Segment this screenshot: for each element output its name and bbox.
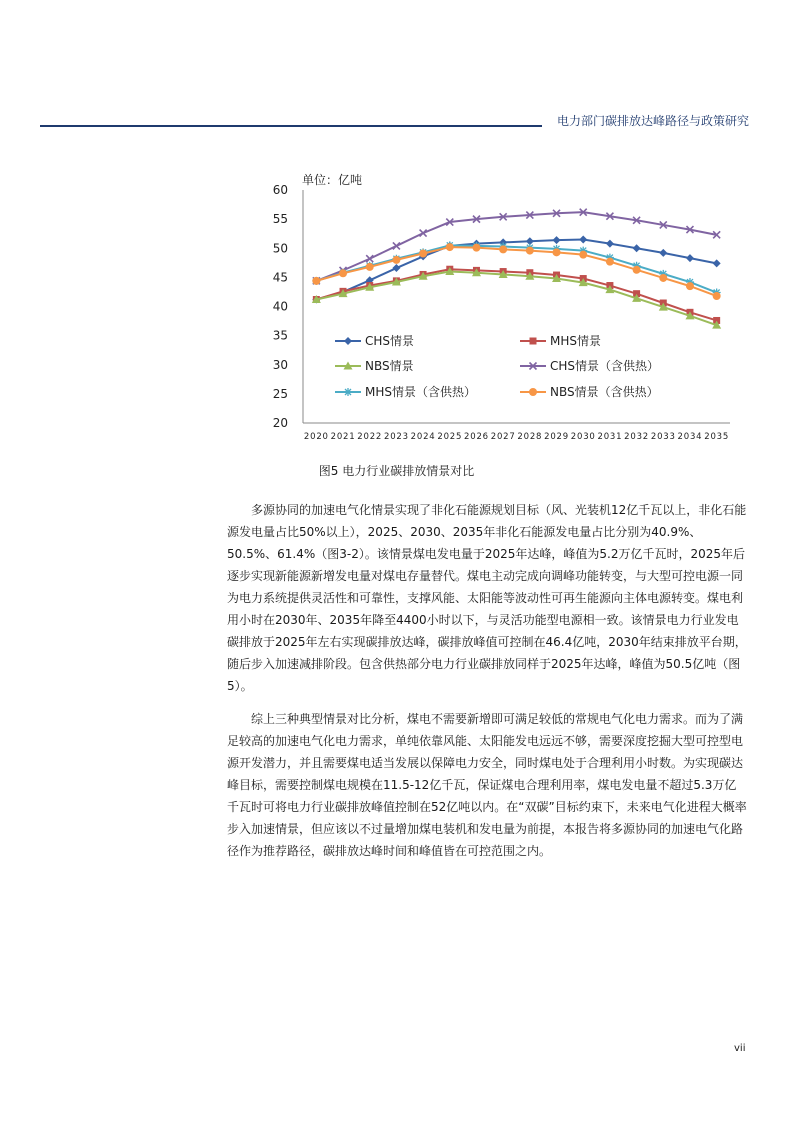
x-tick-label: 2020 [303,432,329,442]
data-point [472,244,480,252]
x-tick-label: 2022 [357,432,383,442]
series-line-1 [316,240,716,300]
x-tick-label: 2030 [570,432,596,442]
data-point [392,264,400,272]
legend-marker [529,388,537,396]
data-point [312,277,320,285]
data-point [713,292,721,300]
figure-caption: 图5 电力行业碳排放情景对比 [318,464,475,478]
x-tick-label: 2031 [597,432,623,442]
data-point [606,258,614,266]
y-tick-label: 20 [272,416,288,430]
data-point [579,236,587,244]
x-tick-label: 2032 [624,432,650,442]
paragraph-1: 多源协同的加速电气化情景实现了非化石能源规划目标（风、光装机12亿千瓦以上，非化石能源发电量占比50%以上），2025、2030、2035年非化石能源发电量占比分别为40.9%、50.5%、61.4%（图3-2）。该情景煤电发电量于2025年达峰，峰值为5.2万亿千瓦时，2025年后逐步实现新能源新增发电量对煤电存量替代。煤电主动完成向调峰功能转变，与大型可控电源一同为电力系统提供灵活性和可靠性，支撑风能、太阳能等波动性可再生能源向主体电源转变。煤电利用小时在2030年、2035年降至4400小时以下，与灵活功能型电源相一致。该情景电力行业发电碳排放于2025年左右实现碳排放达峰，碳排放峰值可控制在46.4亿吨，2030年结束排放平台期，随后步入加速减排阶段。包含供热部分电力行业碳排放同样于2025年达峰，峰值为50.5亿吨（图5）。 [227,503,747,693]
paragraph-2: 综上三种典型情景对比分析，煤电不需要新增即可满足较低的常规电气化电力需求。而为了满足较高的加速电气化电力需求，单纯依靠风能、太阳能发电远远不够，需要深度挖掘大型可控型电源开发潜力，并且需要煤电适当发展以保障电力安全，同时煤电处于合理利用小时数。为实现碳达峰目标，需要控制煤电规模在11.5-12亿千瓦，保证煤电合理利用率，煤电发电量不超过5.3万亿千瓦时可将电力行业碳排放峰值控制在52亿吨以内。在“双碳”目标约束下，未来电气化进程大概率步入加速情景，但应该以不过量增加煤电装机和发电量为前提，本报告将多源协同的加速电气化路径作为推荐路径，碳排放达峰时间和峰值皆在可控范围之内。 [227,712,747,858]
data-point [526,247,534,255]
x-tick-label: 2029 [544,432,569,442]
data-point [366,263,374,271]
data-point [392,256,400,264]
y-tick-label: 35 [272,328,288,343]
y-tick-label: 50 [272,241,288,256]
x-tick-label: 2035 [704,432,730,442]
x-tick-label: 2025 [437,432,463,442]
data-point [553,248,561,256]
x-tick-label: 2021 [330,432,356,442]
data-point [446,243,454,251]
page-number: vii [734,1043,746,1054]
data-point [686,282,694,290]
chart-svg [270,168,750,453]
y-tick-label: 30 [272,357,288,372]
data-point [553,236,561,244]
legend-label: NBS情景（含供热） [550,385,659,399]
data-point [339,269,347,277]
data-point [713,259,721,267]
legend-label: CHS情景 [365,334,415,348]
legend-label: MHS情景（含供热） [365,385,476,399]
x-tick-label: 2026 [464,432,489,442]
data-point [633,266,641,274]
y-tick-label: 25 [272,386,288,401]
emissions-scenario-chart [270,168,750,453]
chart-unit-label: 单位：亿吨 [302,173,363,187]
x-tick-label: 2023 [383,432,409,442]
data-point [606,240,614,248]
data-point [499,245,507,253]
x-tick-label: 2034 [677,432,703,442]
data-point [579,251,587,259]
running-header-title: 电力部门碳排放达峰路径与政策研究 [557,114,750,128]
legend-marker [344,337,352,345]
y-tick-label: 40 [272,299,288,314]
header-rule [40,125,542,127]
legend-label: MHS情景 [550,334,601,348]
data-point [419,249,427,257]
x-tick-label: 2028 [517,432,543,442]
data-point [633,244,641,252]
x-tick-label: 2027 [490,432,516,442]
data-point [659,249,667,257]
legend-marker [344,388,352,396]
series-line-3 [316,272,716,326]
legend-marker [530,338,537,345]
legend-label: CHS情景（含供热） [550,359,660,373]
y-tick-label: 60 [272,183,288,197]
y-tick-label: 55 [272,212,288,227]
data-point [659,274,667,282]
y-tick-label: 45 [272,270,288,285]
x-tick-label: 2024 [410,432,436,442]
data-point [686,254,694,262]
x-tick-label: 2033 [650,432,676,442]
legend-label: NBS情景 [365,359,414,373]
data-point [393,242,400,249]
